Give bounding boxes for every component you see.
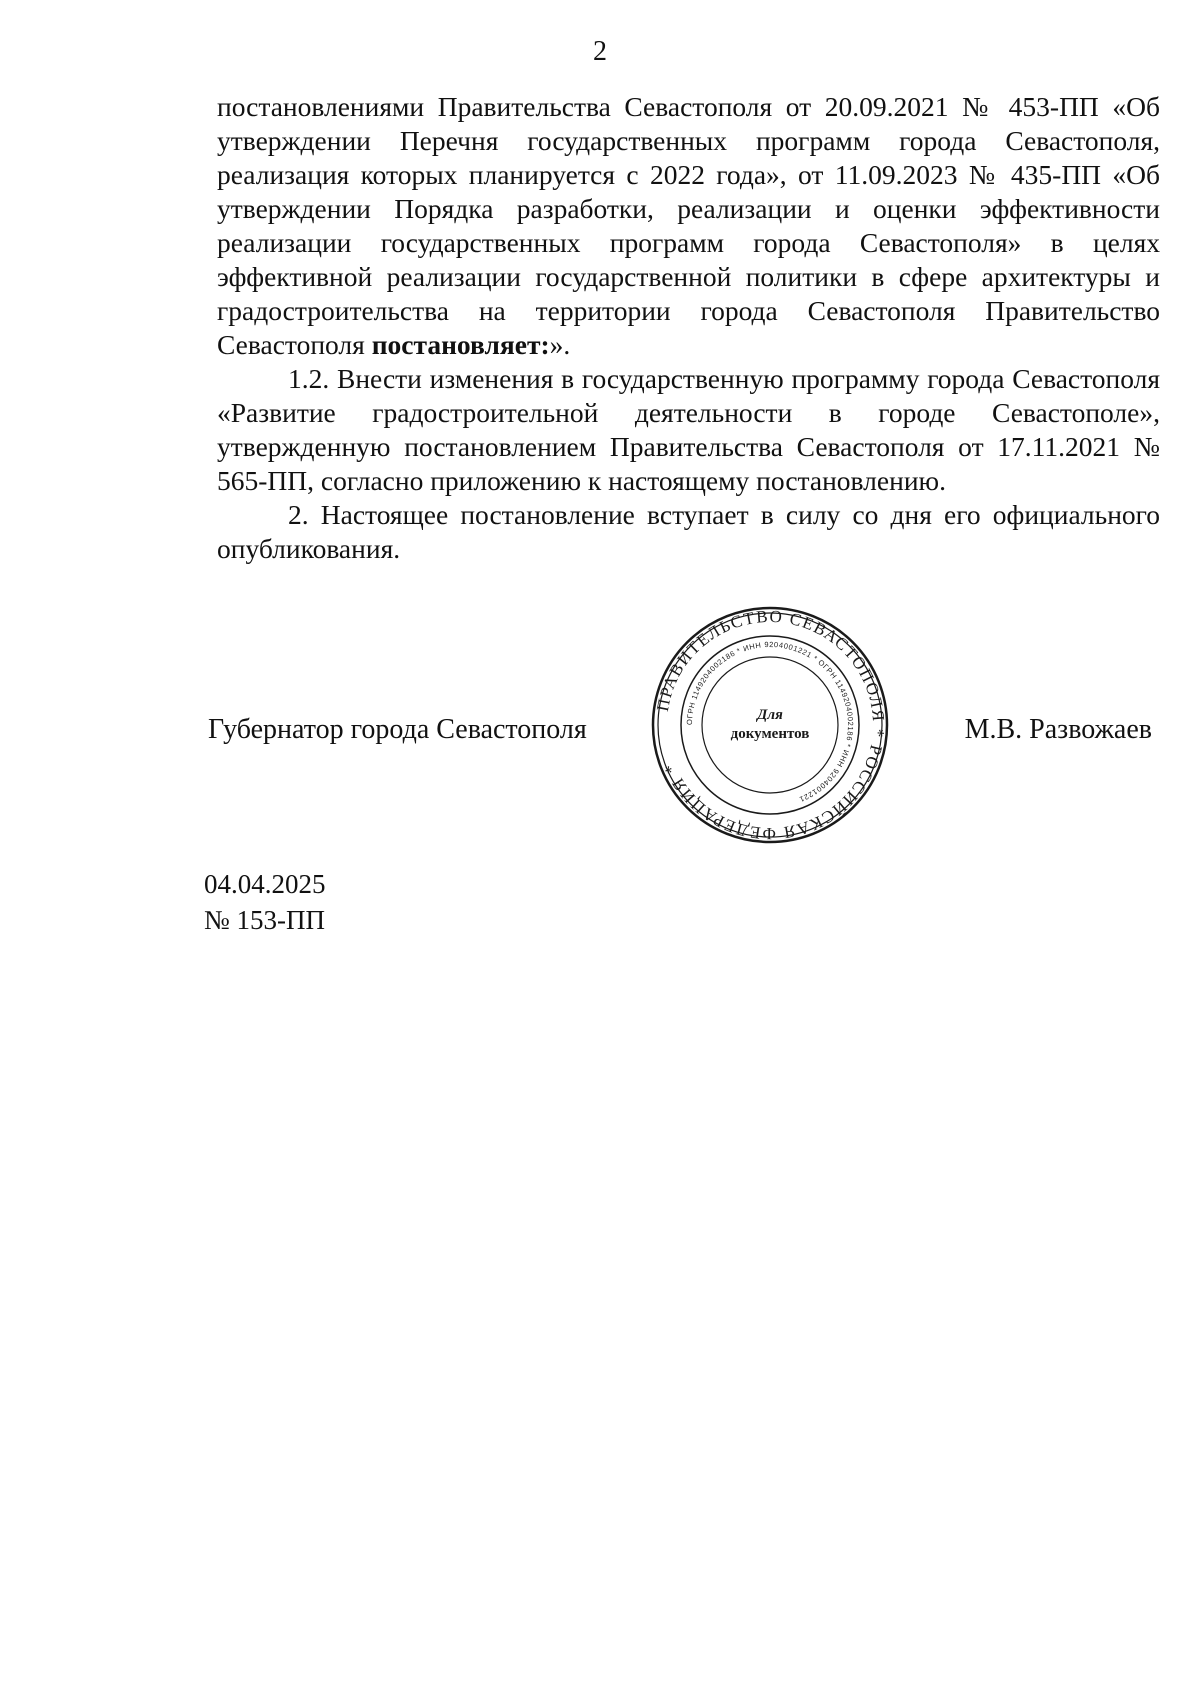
document-number: № 153-ПП	[204, 905, 325, 935]
paragraph-2: 2. Настоящее постановление вступает в силу со дня его официального опубликования.	[217, 499, 1160, 564]
seal-center-line1: Для	[757, 707, 783, 723]
official-seal	[650, 605, 890, 845]
seal-outer-textpath: ПРАВИТЕЛЬСТВО СЕВАСТОПОЛЯ * РОССИЙСКАЯ ФЕДЕРАЦИЯ *	[652, 606, 889, 844]
seal-center-line2: документов	[730, 726, 810, 742]
seal-inner-ring	[702, 657, 838, 793]
page-number: 2	[593, 36, 607, 67]
seal-inner-textpath: ОГРН 1149204002186 * ИНН 9204001221 * ОГРН 1149204002186 * ИНН 9204001221	[684, 639, 856, 805]
document-date: 04.04.2025	[204, 869, 326, 899]
signatory-name: М.В. Развожаев	[964, 714, 1152, 745]
preamble-tail: ».	[549, 329, 571, 360]
document-body	[217, 90, 1160, 566]
signatory-position: Губернатор города Севастополя	[208, 714, 587, 745]
document-footer	[204, 866, 326, 938]
seal-middle-ring	[681, 636, 859, 814]
paragraph-preamble	[217, 90, 1160, 362]
preamble-text: постановлениями Правительства Севастополя от 20.09.2021 № 453-ПП «Об утверждении Перечня государственных программ города Севастополя, реализация которых планируется с 2022 года», от 11.09.2023 № 435-ПП «Об утверждении Порядка разработки, реализации и оценки эффективности реализации государственных программ города Севастополя» в целях эффективной реализации государственной политики в сфере архитектуры и градостроительства на территории города Севастополя Правительство Севастополя	[217, 91, 1160, 360]
preamble-bold-word: постановляет:	[371, 329, 550, 360]
paragraph-1-2: 1.2. Внести изменения в государственную программу города Севастополя «Развитие градостроительной деятельности в городе Севастополе», утвержденную постановлением Правительства Севастополя от 17.11.2021 № 565-ПП, согласно приложению к настоящему постановлению.	[217, 363, 1160, 496]
